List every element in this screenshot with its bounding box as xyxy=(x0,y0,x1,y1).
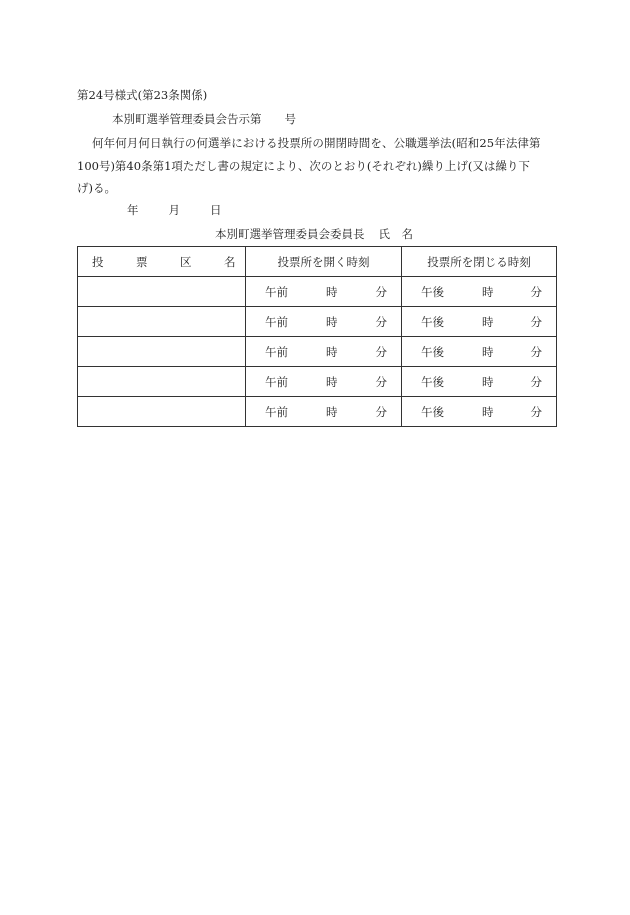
body-line-2: 100号)第40条第1項ただし書の規定により、次のとおり(それぞれ)繰り上げ(又は繰り下 xyxy=(77,159,530,173)
close-ampm: 午後 xyxy=(421,314,444,329)
close-hour-label: 時 xyxy=(482,344,494,359)
open-ampm: 午前 xyxy=(265,314,288,329)
date-month: 月 xyxy=(168,203,180,217)
header-close-time: 投票所を閉じる時刻 xyxy=(402,247,557,277)
table-header-row xyxy=(78,247,557,277)
table-row xyxy=(78,277,557,307)
date-line xyxy=(127,205,222,217)
date-year: 年 xyxy=(127,203,139,217)
open-ampm: 午前 xyxy=(265,404,288,419)
open-time-cell xyxy=(246,367,402,397)
close-time-cell xyxy=(402,307,557,337)
district-cell[interactable] xyxy=(78,277,246,307)
polling-hours-table xyxy=(77,246,557,427)
open-time-cell xyxy=(246,277,402,307)
table-row xyxy=(78,367,557,397)
date-day: 日 xyxy=(210,203,222,217)
close-time-cell xyxy=(402,277,557,307)
signature-title: 本別町選挙管理委員会委員長 xyxy=(215,227,365,241)
open-minute-label: 分 xyxy=(375,314,387,329)
district-cell[interactable] xyxy=(78,397,246,427)
open-hour-label: 時 xyxy=(326,374,338,389)
close-ampm: 午後 xyxy=(421,374,444,389)
open-hour-label: 時 xyxy=(326,314,338,329)
close-minute-label: 分 xyxy=(530,374,542,389)
open-time-cell xyxy=(246,307,402,337)
open-ampm: 午前 xyxy=(265,284,288,299)
table-row xyxy=(78,307,557,337)
open-minute-label: 分 xyxy=(375,344,387,359)
body-line-1: 何年何月何日執行の何選挙における投票所の開閉時間を、公職選挙法(昭和25年法律第 xyxy=(92,136,541,150)
header-district-char: 投 xyxy=(92,254,104,269)
table-row xyxy=(78,337,557,367)
table-row xyxy=(78,397,557,427)
signature-name: 氏 名 xyxy=(378,227,413,241)
header-district-char: 名 xyxy=(224,254,236,269)
header-district-char: 票 xyxy=(136,254,148,269)
header-district xyxy=(78,247,246,277)
open-minute-label: 分 xyxy=(375,404,387,419)
header-district-char: 区 xyxy=(180,254,192,269)
open-time-cell xyxy=(246,337,402,367)
notice-title: 本別町選挙管理委員会告示第 号 xyxy=(112,112,296,126)
close-hour-label: 時 xyxy=(482,404,494,419)
form-number: 第24号様式(第23条関係) xyxy=(77,88,208,102)
header-open-time: 投票所を開く時刻 xyxy=(246,247,402,277)
signature-line xyxy=(215,229,413,241)
close-ampm: 午後 xyxy=(421,284,444,299)
district-cell[interactable] xyxy=(78,307,246,337)
close-hour-label: 時 xyxy=(482,314,494,329)
close-ampm: 午後 xyxy=(421,344,444,359)
close-time-cell xyxy=(402,367,557,397)
open-ampm: 午前 xyxy=(265,344,288,359)
open-hour-label: 時 xyxy=(326,344,338,359)
open-hour-label: 時 xyxy=(326,284,338,299)
district-cell[interactable] xyxy=(78,367,246,397)
close-time-cell xyxy=(402,397,557,427)
close-minute-label: 分 xyxy=(530,344,542,359)
close-minute-label: 分 xyxy=(530,314,542,329)
close-hour-label: 時 xyxy=(482,374,494,389)
open-time-cell xyxy=(246,397,402,427)
open-minute-label: 分 xyxy=(375,374,387,389)
close-minute-label: 分 xyxy=(530,284,542,299)
open-hour-label: 時 xyxy=(326,404,338,419)
close-ampm: 午後 xyxy=(421,404,444,419)
district-cell[interactable] xyxy=(78,337,246,367)
body-line-3: げ)る。 xyxy=(77,181,116,195)
open-ampm: 午前 xyxy=(265,374,288,389)
close-minute-label: 分 xyxy=(530,404,542,419)
close-time-cell xyxy=(402,337,557,367)
close-hour-label: 時 xyxy=(482,284,494,299)
open-minute-label: 分 xyxy=(375,284,387,299)
